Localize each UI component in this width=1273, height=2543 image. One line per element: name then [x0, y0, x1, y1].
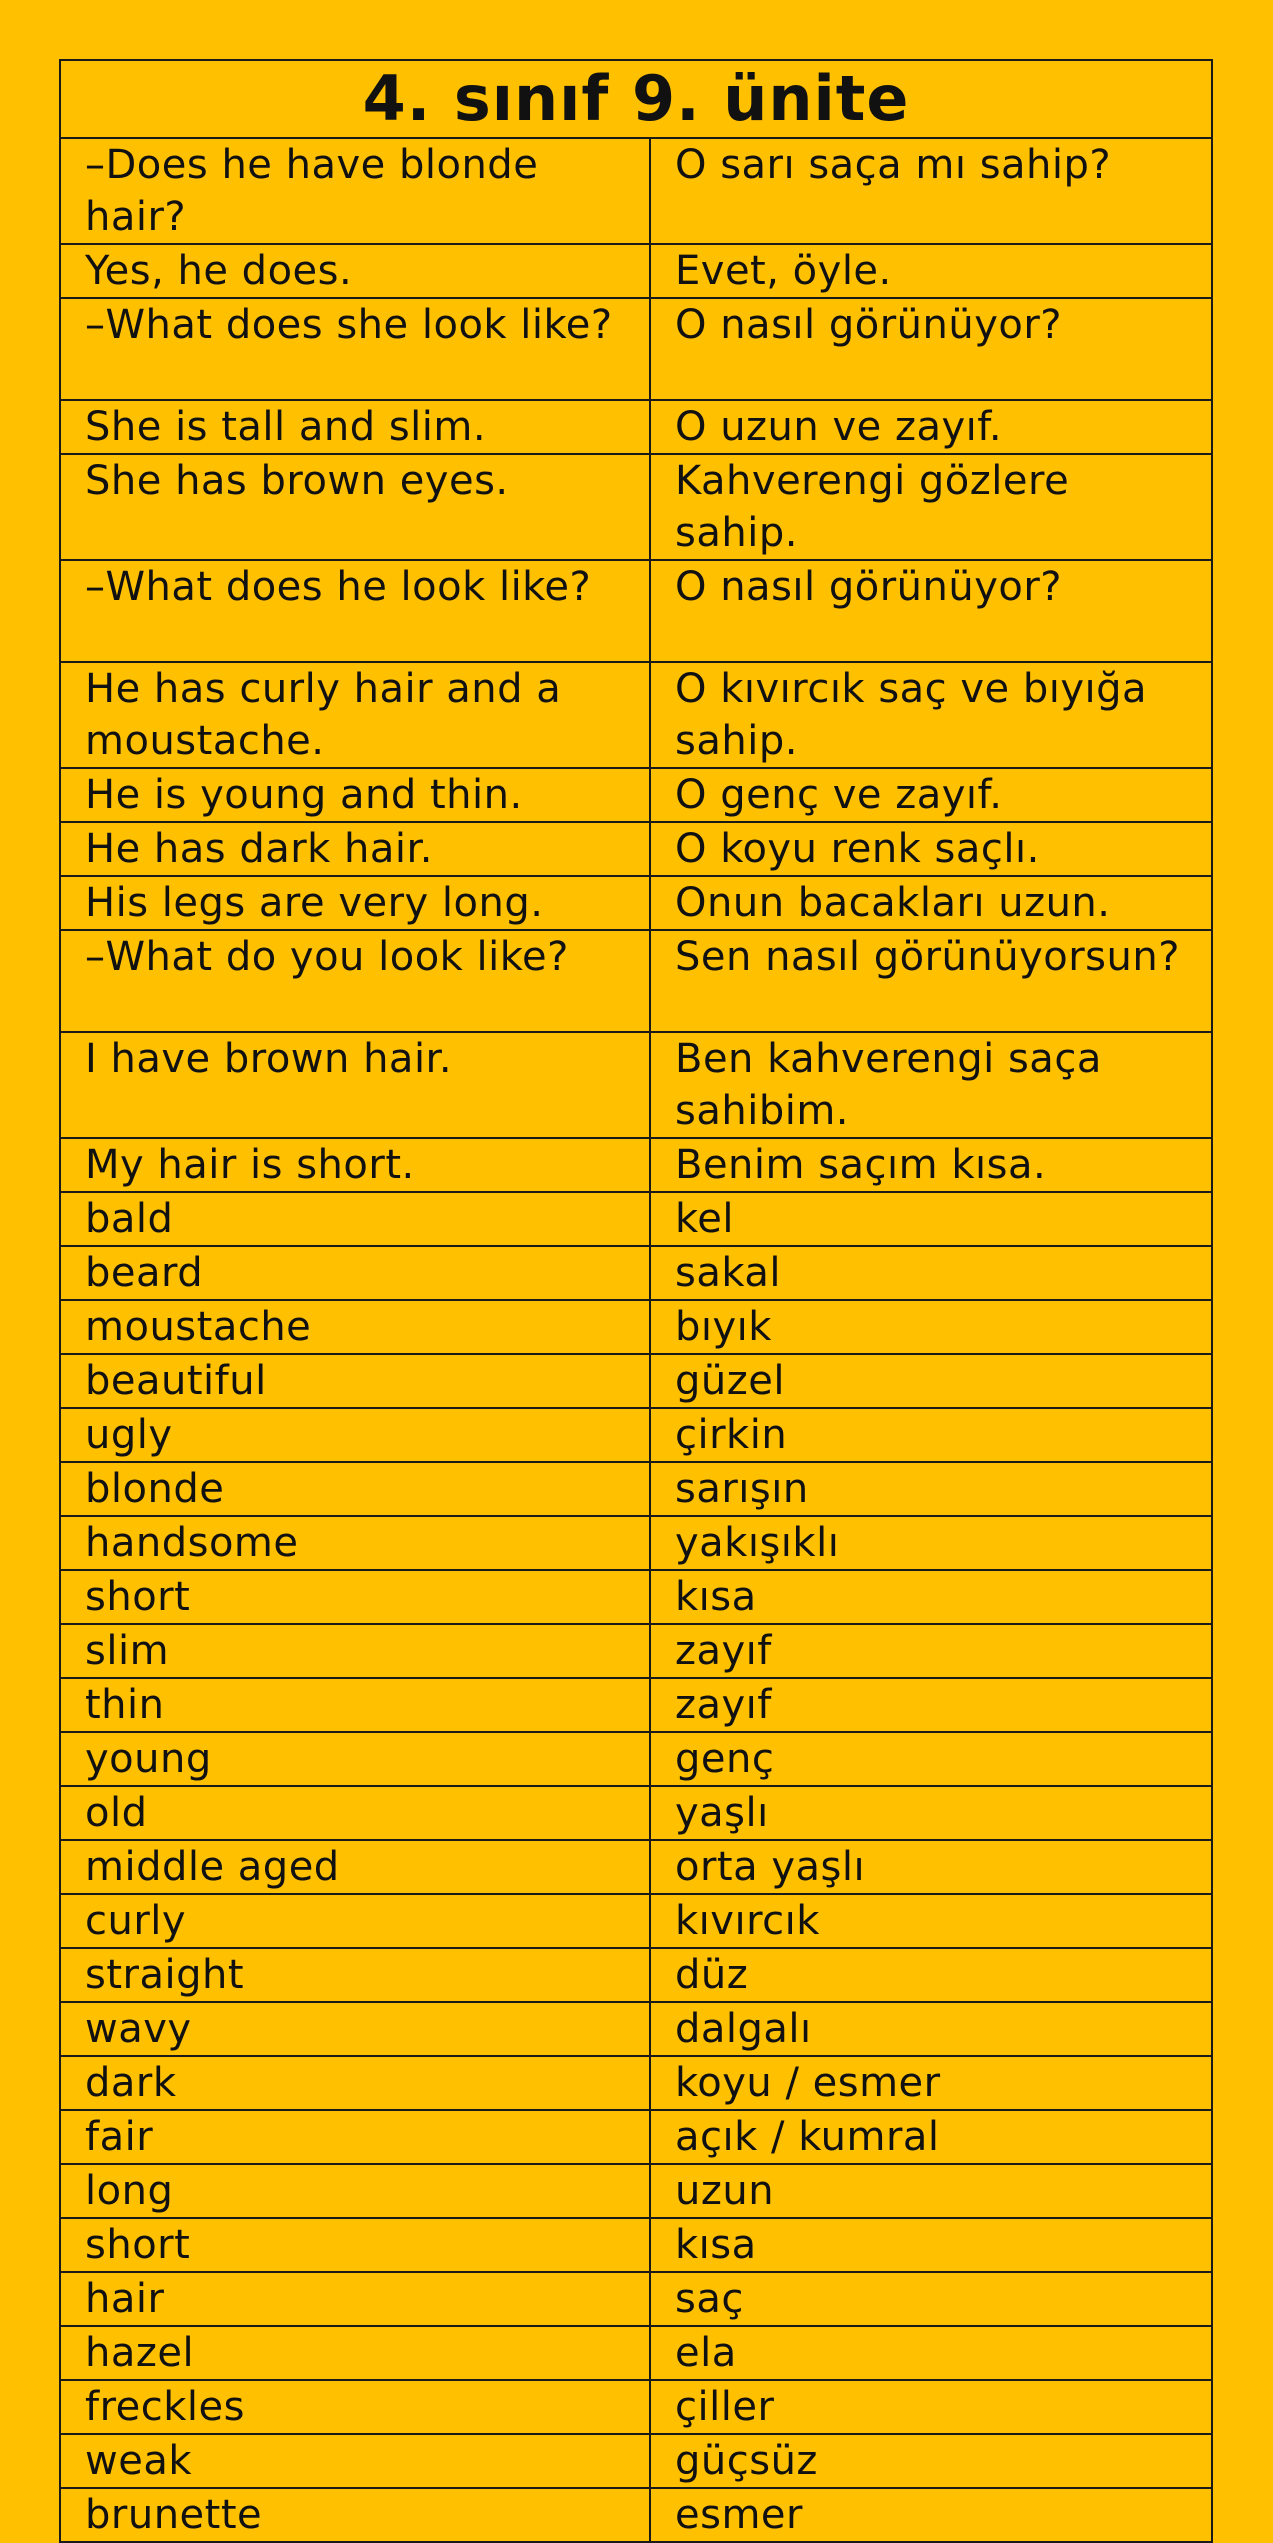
- turkish-cell: O uzun ve zayıf.: [650, 400, 1212, 454]
- english-cell: –What do you look like?: [60, 930, 650, 1032]
- turkish-cell: düz: [650, 1948, 1212, 2002]
- table-row: [60, 1894, 1212, 1948]
- turkish-cell: dalgalı: [650, 2002, 1212, 2056]
- turkish-cell: zayıf: [650, 1624, 1212, 1678]
- turkish-cell: güçsüz: [650, 2434, 1212, 2488]
- table-row: [60, 1840, 1212, 1894]
- table-row: [60, 1624, 1212, 1678]
- turkish-cell: sarışın: [650, 1462, 1212, 1516]
- turkish-cell: kel: [650, 1192, 1212, 1246]
- table-row: [60, 662, 1212, 768]
- page-title: 4. sınıf 9. ünite: [60, 60, 1212, 138]
- turkish-cell: Ben kahverengi saça sahibim.: [650, 1032, 1212, 1138]
- turkish-cell: zayıf: [650, 1678, 1212, 1732]
- table-row: [60, 2110, 1212, 2164]
- english-cell: My hair is short.: [60, 1138, 650, 1192]
- table-row: [60, 1408, 1212, 1462]
- english-cell: young: [60, 1732, 650, 1786]
- english-cell: beard: [60, 1246, 650, 1300]
- english-cell: fair: [60, 2110, 650, 2164]
- table-row: [60, 2164, 1212, 2218]
- table-row: [60, 1192, 1212, 1246]
- turkish-cell: O kıvırcık saç ve bıyığa sahip.: [650, 662, 1212, 768]
- turkish-cell: kıvırcık: [650, 1894, 1212, 1948]
- table-row: [60, 1678, 1212, 1732]
- english-cell: –What does he look like?: [60, 560, 650, 662]
- table-row: [60, 1300, 1212, 1354]
- table-row: [60, 454, 1212, 560]
- turkish-cell: Benim saçım kısa.: [650, 1138, 1212, 1192]
- english-cell: She has brown eyes.: [60, 454, 650, 560]
- table-row: [60, 2002, 1212, 2056]
- english-cell: He has dark hair.: [60, 822, 650, 876]
- turkish-cell: çiller: [650, 2380, 1212, 2434]
- table-row: [60, 1138, 1212, 1192]
- table-row: [60, 822, 1212, 876]
- turkish-cell: açık / kumral: [650, 2110, 1212, 2164]
- table-row: [60, 2380, 1212, 2434]
- english-cell: handsome: [60, 1516, 650, 1570]
- english-cell: –What does she look like?: [60, 298, 650, 400]
- table-row: [60, 2326, 1212, 2380]
- table-row: [60, 560, 1212, 662]
- turkish-cell: orta yaşlı: [650, 1840, 1212, 1894]
- table-row: [60, 2488, 1212, 2542]
- english-cell: He has curly hair and a moustache.: [60, 662, 650, 768]
- table-row: [60, 298, 1212, 400]
- english-cell: bald: [60, 1192, 650, 1246]
- turkish-cell: kısa: [650, 2218, 1212, 2272]
- turkish-cell: esmer: [650, 2488, 1212, 2542]
- table-row: [60, 2056, 1212, 2110]
- english-cell: ugly: [60, 1408, 650, 1462]
- english-cell: short: [60, 1570, 650, 1624]
- table-row: [60, 930, 1212, 1032]
- table-row: [60, 1948, 1212, 2002]
- turkish-cell: yaşlı: [650, 1786, 1212, 1840]
- turkish-cell: çirkin: [650, 1408, 1212, 1462]
- turkish-cell: Kahverengi gözlere sahip.: [650, 454, 1212, 560]
- english-cell: Yes, he does.: [60, 244, 650, 298]
- vocabulary-table: [59, 59, 1213, 2543]
- english-cell: long: [60, 2164, 650, 2218]
- turkish-cell: Evet, öyle.: [650, 244, 1212, 298]
- english-cell: hair: [60, 2272, 650, 2326]
- turkish-cell: ela: [650, 2326, 1212, 2380]
- table-row: [60, 1516, 1212, 1570]
- english-cell: weak: [60, 2434, 650, 2488]
- table-row: [60, 1462, 1212, 1516]
- table-row: [60, 1354, 1212, 1408]
- english-cell: middle aged: [60, 1840, 650, 1894]
- english-cell: His legs are very long.: [60, 876, 650, 930]
- english-cell: wavy: [60, 2002, 650, 2056]
- english-cell: straight: [60, 1948, 650, 2002]
- table-row: [60, 400, 1212, 454]
- turkish-cell: O koyu renk saçlı.: [650, 822, 1212, 876]
- turkish-cell: yakışıklı: [650, 1516, 1212, 1570]
- turkish-cell: sakal: [650, 1246, 1212, 1300]
- table-row: [60, 2272, 1212, 2326]
- english-cell: He is young and thin.: [60, 768, 650, 822]
- table-row: [60, 138, 1212, 244]
- english-cell: freckles: [60, 2380, 650, 2434]
- turkish-cell: saç: [650, 2272, 1212, 2326]
- english-cell: blonde: [60, 1462, 650, 1516]
- turkish-cell: bıyık: [650, 1300, 1212, 1354]
- english-cell: hazel: [60, 2326, 650, 2380]
- turkish-cell: kısa: [650, 1570, 1212, 1624]
- english-cell: –Does he have blonde hair?: [60, 138, 650, 244]
- table-row: [60, 1246, 1212, 1300]
- english-cell: dark: [60, 2056, 650, 2110]
- english-cell: thin: [60, 1678, 650, 1732]
- english-cell: slim: [60, 1624, 650, 1678]
- table-row: [60, 1032, 1212, 1138]
- turkish-cell: genç: [650, 1732, 1212, 1786]
- turkish-cell: O sarı saça mı sahip?: [650, 138, 1212, 244]
- english-cell: short: [60, 2218, 650, 2272]
- english-cell: brunette: [60, 2488, 650, 2542]
- table-row: [60, 1570, 1212, 1624]
- table-row: [60, 876, 1212, 930]
- table-row: [60, 768, 1212, 822]
- english-cell: beautiful: [60, 1354, 650, 1408]
- english-cell: old: [60, 1786, 650, 1840]
- english-cell: moustache: [60, 1300, 650, 1354]
- turkish-cell: O nasıl görünüyor?: [650, 560, 1212, 662]
- table-row: [60, 1786, 1212, 1840]
- english-cell: curly: [60, 1894, 650, 1948]
- turkish-cell: O genç ve zayıf.: [650, 768, 1212, 822]
- english-cell: I have brown hair.: [60, 1032, 650, 1138]
- table-row: [60, 2434, 1212, 2488]
- table-row: [60, 1732, 1212, 1786]
- table-row: [60, 244, 1212, 298]
- turkish-cell: koyu / esmer: [650, 2056, 1212, 2110]
- table-row: [60, 2218, 1212, 2272]
- turkish-cell: Onun bacakları uzun.: [650, 876, 1212, 930]
- turkish-cell: güzel: [650, 1354, 1212, 1408]
- turkish-cell: O nasıl görünüyor?: [650, 298, 1212, 400]
- english-cell: She is tall and slim.: [60, 400, 650, 454]
- vocabulary-rows: [60, 138, 1212, 2542]
- turkish-cell: uzun: [650, 2164, 1212, 2218]
- turkish-cell: Sen nasıl görünüyorsun?: [650, 930, 1212, 1032]
